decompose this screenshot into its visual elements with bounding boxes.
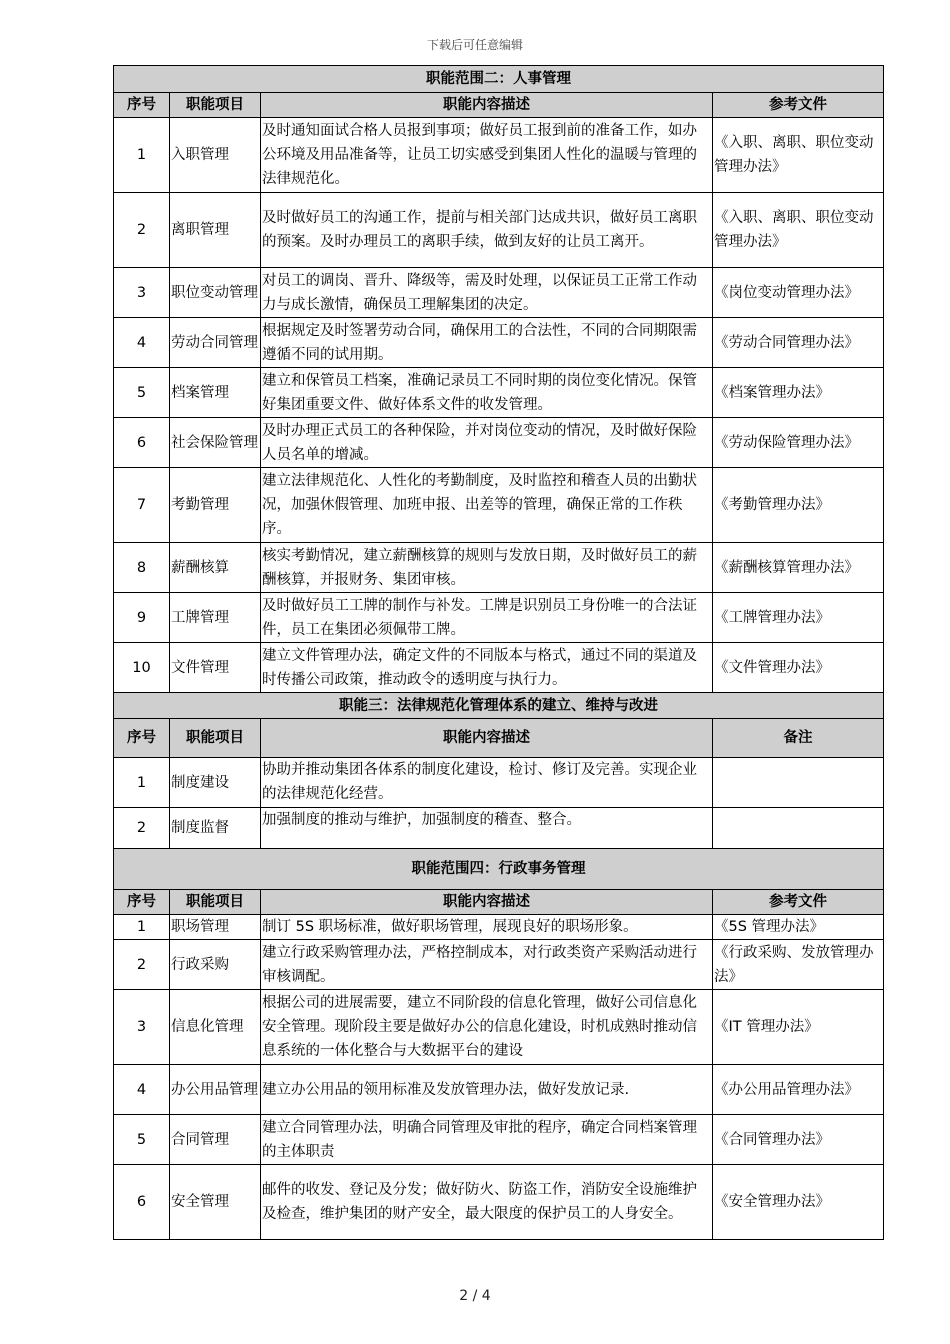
table-row [114,268,884,318]
function-description: 及时通知面试合格人员报到事项；做好员工报到前的准备工作，如办公环境及用品准备等，让员工切实感受到集团人性化的温暖与管理的法律规范化。 [261,118,713,193]
function-item: 职位变动管理 [170,268,261,318]
row-number: 2 [114,808,170,849]
table-row [114,593,884,643]
reference-document: 《入职、离职、职位变动管理办法》 [713,193,884,268]
table-row [114,758,884,808]
reference-document: 《劳动保险管理办法》 [713,418,884,468]
function-item: 办公用品管理 [170,1065,261,1115]
function-item: 安全管理 [170,1165,261,1240]
table-row [114,193,884,268]
header-row [114,719,884,758]
duty-table [113,65,884,1240]
function-item: 工牌管理 [170,593,261,643]
reference-document: 《办公用品管理办法》 [713,1065,884,1115]
row-number: 9 [114,593,170,643]
reference-document: 《劳动合同管理办法》 [713,318,884,368]
function-item: 职场管理 [170,915,261,940]
function-description: 根据公司的进展需要，建立不同阶段的信息化管理，做好公司信息化安全管理。现阶段主要是做好办公的信息化建设，时机成熟时推动信息系统的一体化整合与大数据平台的建设 [261,990,713,1065]
reference-document: 《工牌管理办法》 [713,593,884,643]
reference-document: 《薪酬核算管理办法》 [713,543,884,593]
table-row [114,1165,884,1240]
table-row [114,318,884,368]
page-header-note: 下载后可任意编辑 [426,38,523,52]
table-row [114,368,884,418]
row-number: 7 [114,468,170,543]
table-row [114,808,884,849]
header-item: 职能项目 [170,93,261,118]
header-no: 序号 [114,890,170,915]
table-row [114,990,884,1065]
reference-document: 《安全管理办法》 [713,1165,884,1240]
function-description: 建立合同管理办法，明确合同管理及审批的程序，确定合同档案管理的主体职责 [261,1115,713,1165]
function-description: 及时做好员工的沟通工作，提前与相关部门达成共识，做好员工离职的预案。及时办理员工的离职手续，做到友好的让员工离开。 [261,193,713,268]
reference-document: 《5S 管理办法》 [713,915,884,940]
reference-document: 《合同管理办法》 [713,1115,884,1165]
section-title-row [114,849,884,890]
reference-document [713,758,884,808]
page-number: 2 / 4 [459,1288,491,1304]
reference-document: 《岗位变动管理办法》 [713,268,884,318]
function-description: 建立文件管理办法，确定文件的不同版本与格式，通过不同的渠道及时传播公司政策，推动政令的透明度与执行力。 [261,643,713,693]
table-row [114,940,884,990]
row-number: 10 [114,643,170,693]
function-item: 考勤管理 [170,468,261,543]
row-number: 4 [114,318,170,368]
section-title: 职能范围四：行政事务管理 [114,849,884,890]
header-item: 职能项目 [170,890,261,915]
function-description: 协助并推动集团各体系的制度化建设，检讨、修订及完善。实现企业的法律规范化经营。 [261,758,713,808]
header-item: 职能项目 [170,719,261,758]
header-ref: 备注 [713,719,884,758]
row-number: 1 [114,118,170,193]
function-description: 核实考勤情况，建立薪酬核算的规则与发放日期，及时做好员工的薪酬核算，并报财务、集团审核。 [261,543,713,593]
function-description: 及时做好员工工牌的制作与补发。工牌是识别员工身份唯一的合法证件，员工在集团必须佩带工牌。 [261,593,713,643]
function-item: 文件管理 [170,643,261,693]
function-item: 制度建设 [170,758,261,808]
reference-document: 《行政采购、发放管理办法》 [713,940,884,990]
table-row [114,418,884,468]
row-number: 3 [114,268,170,318]
function-item: 社会保险管理 [170,418,261,468]
section-title-row [114,693,884,719]
section-title: 职能三：法律规范化管理体系的建立、维持与改进 [114,693,884,719]
header-desc: 职能内容描述 [261,93,713,118]
function-description: 建立和保管员工档案，准确记录员工不同时期的岗位变化情况。保管好集团重要文件、做好体系文件的收发管理。 [261,368,713,418]
row-number: 3 [114,990,170,1065]
function-item: 离职管理 [170,193,261,268]
row-number: 1 [114,915,170,940]
row-number: 5 [114,1115,170,1165]
row-number: 1 [114,758,170,808]
row-number: 6 [114,1165,170,1240]
row-number: 8 [114,543,170,593]
header-no: 序号 [114,719,170,758]
reference-document: 《考勤管理办法》 [713,468,884,543]
function-item: 合同管理 [170,1115,261,1165]
reference-document: 《文件管理办法》 [713,643,884,693]
row-number: 2 [114,193,170,268]
row-number: 5 [114,368,170,418]
function-description: 制订 5S 职场标准，做好职场管理，展现良好的职场形象。 [261,915,713,940]
function-item: 入职管理 [170,118,261,193]
function-item: 制度监督 [170,808,261,849]
table-row [114,1115,884,1165]
function-description: 根据规定及时签署劳动合同，确保用工的合法性，不同的合同期限需遵循不同的试用期。 [261,318,713,368]
function-description: 加强制度的推动与维护，加强制度的稽查、整合。 [261,808,713,849]
table-row [114,915,884,940]
function-description: 及时办理正式员工的各种保险，并对岗位变动的情况，及时做好保险人员名单的增减。 [261,418,713,468]
reference-document [713,808,884,849]
section-title-row [114,66,884,93]
row-number: 2 [114,940,170,990]
table-row [114,543,884,593]
header-row [114,890,884,915]
header-desc: 职能内容描述 [261,890,713,915]
function-item: 信息化管理 [170,990,261,1065]
function-description: 建立办公用品的领用标准及发放管理办法，做好发放记录. [261,1065,713,1115]
reference-document: 《档案管理办法》 [713,368,884,418]
table-row [114,643,884,693]
table-row [114,1065,884,1115]
row-number: 4 [114,1065,170,1115]
header-ref: 参考文件 [713,890,884,915]
function-item: 劳动合同管理 [170,318,261,368]
function-description: 对员工的调岗、晋升、降级等，需及时处理，以保证员工正常工作动力与成长激情，确保员工理解集团的决定。 [261,268,713,318]
function-description: 邮件的收发、登记及分发；做好防火、防盗工作，消防安全设施维护及检查，维护集团的财产安全，最大限度的保护员工的人身安全。 [261,1165,713,1240]
header-ref: 参考文件 [713,93,884,118]
function-description: 建立法律规范化、人性化的考勤制度，及时监控和稽查人员的出勤状况，加强休假管理、加班申报、出差等的管理，确保正常的工作秩序。 [261,468,713,543]
section-title: 职能范围二：人事管理 [114,66,884,93]
table-row [114,118,884,193]
table-row [114,468,884,543]
reference-document: 《入职、离职、职位变动管理办法》 [713,118,884,193]
row-number: 6 [114,418,170,468]
function-item: 档案管理 [170,368,261,418]
function-item: 行政采购 [170,940,261,990]
reference-document: 《IT 管理办法》 [713,990,884,1065]
function-description: 建立行政采购管理办法，严格控制成本，对行政类资产采购活动进行审核调配。 [261,940,713,990]
header-desc: 职能内容描述 [261,719,713,758]
header-row [114,93,884,118]
function-item: 薪酬核算 [170,543,261,593]
header-no: 序号 [114,93,170,118]
